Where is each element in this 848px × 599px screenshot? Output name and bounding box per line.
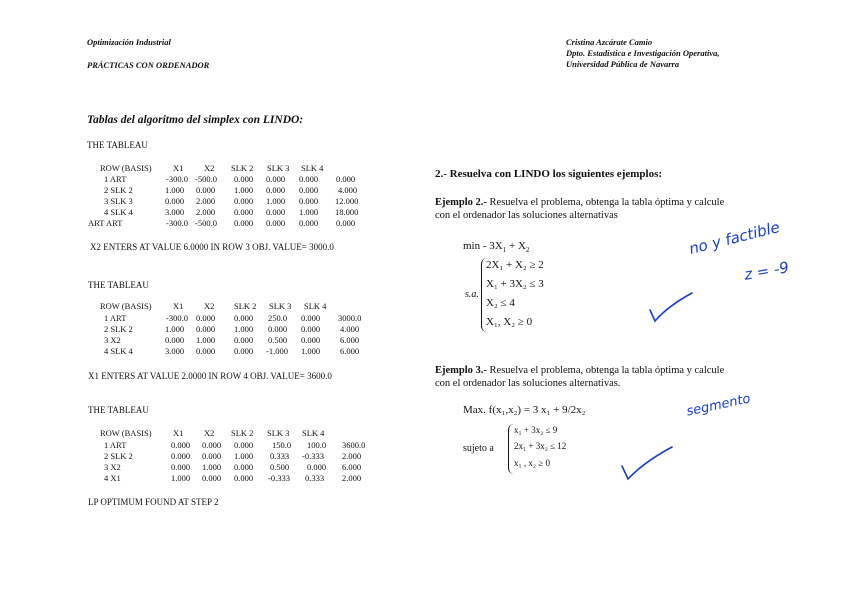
handwritten-note-infeasible: no y factible (687, 218, 782, 258)
example-3-text: Ejemplo 3.- Resuelva el problema, obtenga la tabla óptima y calcule con el ordenador las soluciones alternativas. (435, 365, 725, 389)
section-title: Tablas del algoritmo del simplex con LINDO: (87, 114, 304, 126)
tableau-1-label: THE TABLEAU (87, 140, 148, 150)
university: Universidad Pública de Navarra (566, 59, 680, 69)
tableau-1-footer: X2 ENTERS AT VALUE 6.0000 IN ROW 3 OBJ. VALUE= 3000.0 (90, 242, 334, 252)
department: Dpto. Estadística e Investigación Operativa, (566, 48, 720, 58)
tableau-2-label: THE TABLEAU (88, 280, 149, 290)
author-name: Cristina Azcárate Camio (566, 37, 653, 47)
course-title: Optimización Industrial (87, 37, 171, 47)
subject-to-label-3: sujeto a (463, 443, 494, 454)
tableau-2-footer: X1 ENTERS AT VALUE 2.0000 IN ROW 4 OBJ. VALUE= 3600.0 (88, 371, 332, 381)
tableau-3-label: THE TABLEAU (88, 405, 149, 415)
example-2-objective: $\min - 3X_1 + X_2$ (463, 240, 530, 255)
handwritten-note-segment: segmento (685, 391, 752, 420)
example-2-text: Ejemplo 2.- Resuelva el problema, obtenga la tabla óptima y calcule con el ordenador las soluciones alternativas (435, 197, 725, 221)
constraint-3-2: 2x₁ + 3x₂ ≤ 12 (514, 441, 567, 451)
subject-to-label: s.a. (465, 289, 479, 300)
checkmark-icon (618, 444, 676, 484)
tableau-3-footer: LP OPTIMUM FOUND AT STEP 2 (88, 497, 219, 507)
question-title: 2.- Resuelva con LINDO los siguientes ejemplos: (435, 168, 663, 180)
example-3-objective: Max. f(x₁,x₂) = 3 x₁ + 9/2x₂ (463, 404, 586, 416)
constraint-3: X₂ ≤ 4 (486, 297, 515, 309)
handwritten-note-value: z = -9 (742, 258, 791, 284)
constraint-1: 2X₁ + X₂ ≥ 2 (486, 259, 544, 271)
practice-title: PRÁCTICAS CON ORDENADOR (87, 60, 210, 70)
checkmark-icon (646, 290, 696, 326)
constraint-3-3: x₁ , x₂ ≥ 0 (514, 458, 550, 468)
constraint-2: X₁ + 3X₂ ≤ 3 (486, 278, 544, 290)
constraint-3-1: x₁ + 3x₂ ≤ 9 (514, 425, 558, 435)
constraint-4: X₁, X₂ ≥ 0 (486, 316, 533, 328)
